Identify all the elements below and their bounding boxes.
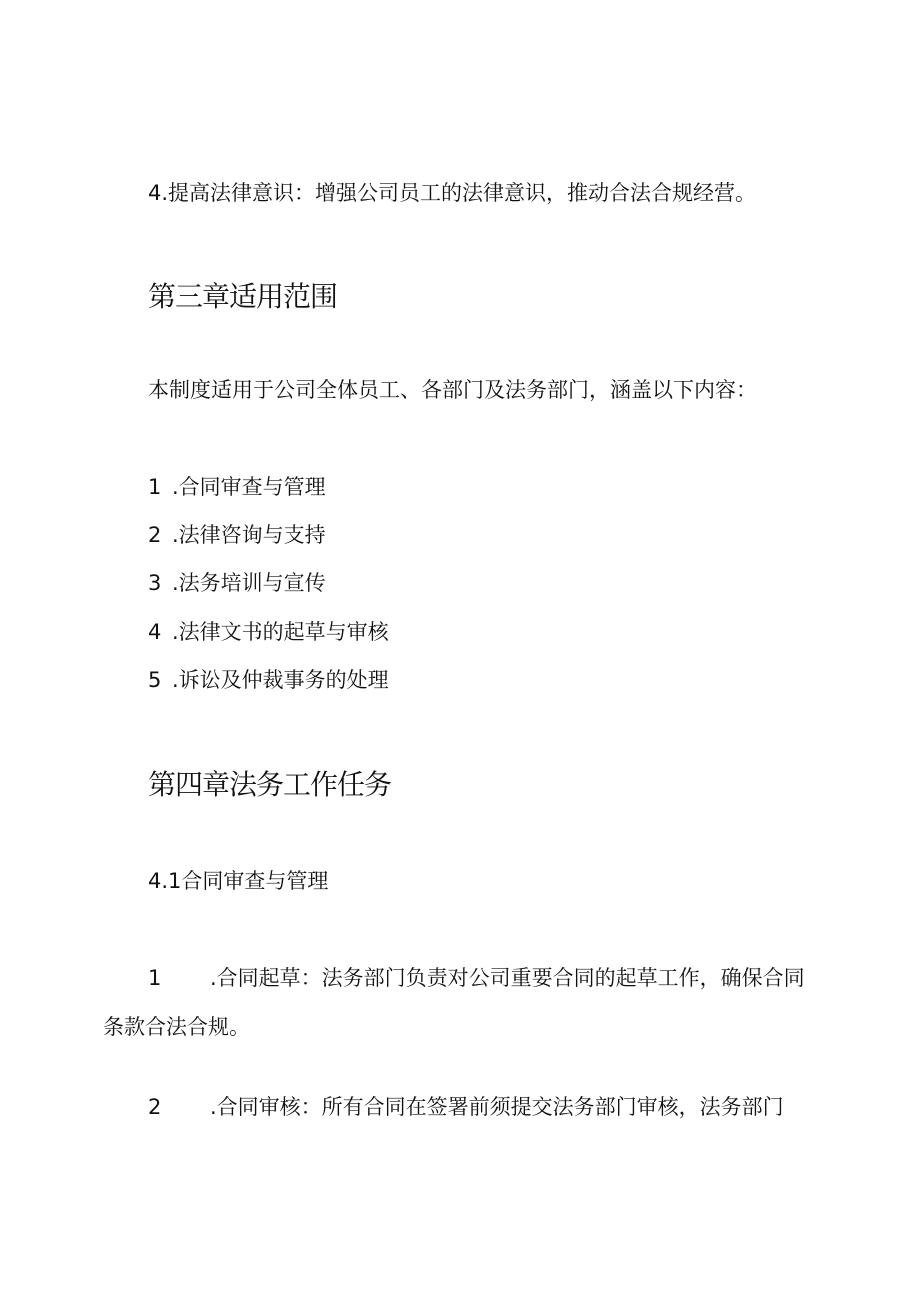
list-number: 3 xyxy=(148,571,162,595)
chapter-3-intro: 本制度适用于公司全体员工、各部门及法务部门，涵盖以下内容： xyxy=(148,378,757,402)
task-item-2 xyxy=(148,1093,784,1121)
list-number: 5 xyxy=(148,668,162,692)
task-item-1 xyxy=(148,964,805,992)
scope-item-4 xyxy=(148,618,389,646)
list-text: .诉讼及仲裁事务的处理 xyxy=(172,668,389,692)
list-text: .合同审查与管理 xyxy=(172,475,326,499)
scope-item-3 xyxy=(148,569,326,597)
list-text: .合同起草：法务部门负责对公司重要合同的起草工作，确保合同 xyxy=(210,966,805,990)
list-text: .法律咨询与支持 xyxy=(172,523,326,547)
scope-item-5 xyxy=(148,666,389,694)
list-text: .法律文书的起草与审核 xyxy=(172,620,389,644)
list-number: 1 xyxy=(148,475,162,499)
chapter-3-title: 第三章适用范围 xyxy=(148,280,338,313)
list-text: .法务培训与宣传 xyxy=(172,571,326,595)
section-4-1-title: 4.1合同审查与管理 xyxy=(148,869,329,893)
list-number: 2 xyxy=(148,1095,162,1119)
objective-item-4: 4.提高法律意识：增强公司员工的法律意识，推动合法合规经营。 xyxy=(148,181,757,205)
list-number: 2 xyxy=(148,523,162,547)
chapter-4-title: 第四章法务工作任务 xyxy=(148,768,392,801)
scope-item-2 xyxy=(148,521,326,549)
scope-item-1 xyxy=(148,473,326,501)
list-number: 1 xyxy=(148,966,162,990)
list-number: 4 xyxy=(148,620,162,644)
list-text: .合同审核：所有合同在签署前须提交法务部门审核，法务部门 xyxy=(210,1095,784,1119)
task-item-1-continuation: 条款合法合规。 xyxy=(103,1015,250,1039)
